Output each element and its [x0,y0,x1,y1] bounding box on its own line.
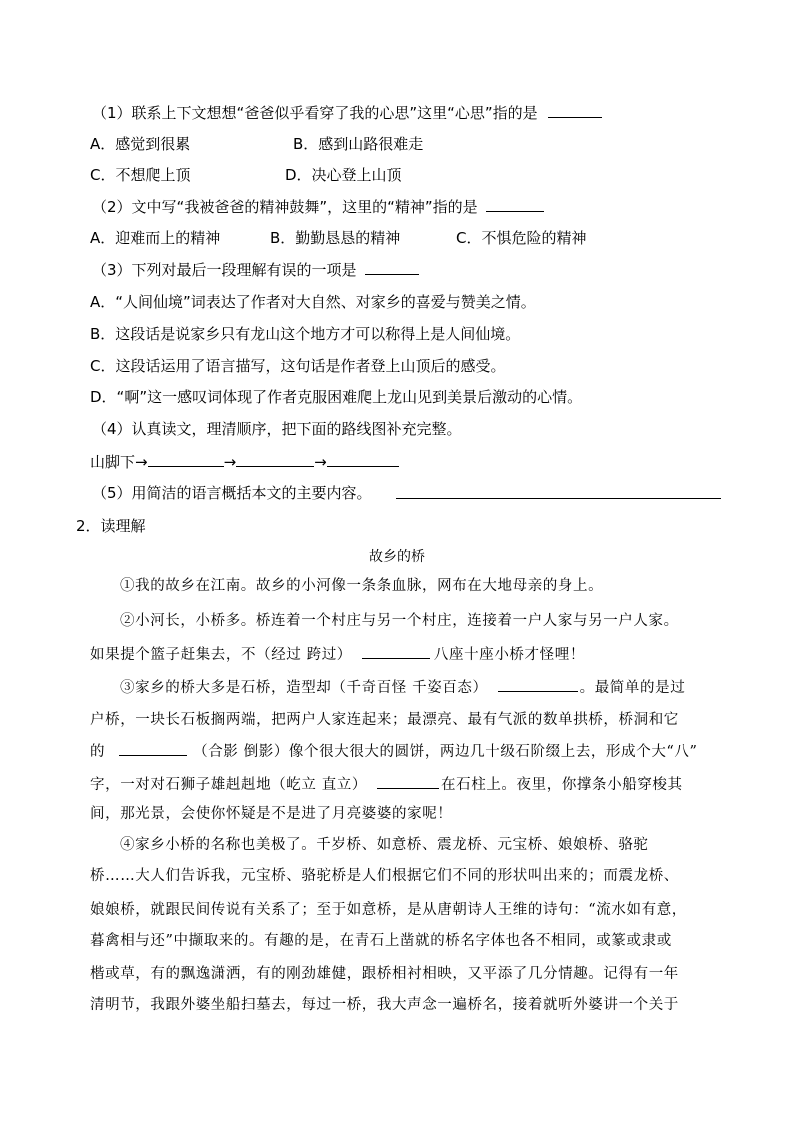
paragraph-4-line-6: 清明节，我跟外婆坐船扫墓去，每过一桥，我大声念一遍桥名，接着就听外婆讲一个关于 [90,997,679,1013]
q1-option-c: C．不想爬上顶 [90,166,191,184]
q1-stem: （1）联系上下文想想“爸爸似乎看穿了我的心思”这里“心思”指的是 [92,104,538,122]
q1-option-d: D．决心登上山顶 [285,166,402,184]
p3-line4-after-blank: 在石柱上。夜里，你撑条小船穿梭其 [441,777,683,793]
paragraph-4-line-4: 暮禽相与还”中撷取来的。有趣的是，在青石上凿就的桥名字体也各不相同，或篆或隶或 [90,933,672,949]
paragraph-2-line-1: ②小河长，小桥多。桥连着一个村庄与另一个村庄，连接着一户人家与另一户人家。 [120,613,679,629]
arrow-icon: → [135,453,148,471]
q2-answer-blank[interactable] [486,197,544,212]
q2-option-b: B．勤勤恳恳的精神 [270,229,401,247]
q3-stem: （3）下列对最后一段理解有误的一项是 [92,261,357,279]
p3-line4-before-blank: 字，一对对石狮子雄赳赳地（屹立 直立） [90,777,368,793]
q3-option-d: D．“啊”这一感叹词体现了作者克服困难爬上龙山见到美景后激动的心情。 [90,388,583,406]
q3-row [92,260,423,280]
p2-blank[interactable] [362,644,430,659]
q1-row [92,103,606,123]
q5-answer-line[interactable] [396,498,721,499]
paragraph-4-line-1: ④家乡小桥的名称也美极了。千岁桥、如意桥、震龙桥、元宝桥、娘娘桥、骆驼 [120,837,649,853]
section-heading: 2．读理解 [76,517,146,535]
paragraph-2-line-2 [90,644,585,665]
q3-answer-blank[interactable] [365,260,419,275]
paragraph-4-line-3: 娘娘桥，就跟民间传说有关系了；至于如意桥，是从唐朝诗人王维的诗句：“流水如有意， [90,902,687,918]
paragraph-1: ①我的故乡在江南。故乡的小河像一条条血脉，网布在大地母亲的身上。 [120,578,604,594]
q1-option-b: B．感到山路很难走 [293,135,424,153]
q3-option-c: C．这段话运用了语言描写，这句话是作者登上山顶后的感受。 [90,357,506,375]
p3-blank-2[interactable] [119,741,187,756]
q4-route-row [90,452,399,472]
q5-stem: （5）用简洁的语言概括本文的主要内容。 [92,484,372,502]
paragraph-3-line-4 [90,774,683,795]
p2-text-before-blank: 如果提个篮子赶集去，不（经过 跨过） [90,647,352,663]
q1-option-a: A．感觉到很累 [90,135,191,153]
paragraph-4-line-5: 楷或草，有的飘逸潇洒，有的刚劲雄健，跟桥相衬相映，又平添了几分情趣。记得有一年 [90,966,679,982]
paragraph-3-line-5: 间，那光景，会使你怀疑是不是进了月亮婆婆的家呢！ [90,806,453,822]
paragraph-3-line-1 [120,677,685,698]
q2-row [92,197,548,217]
paragraph-3-line-2: 户桥，一块长石板搁两端，把两户人家连起来；最漂亮、最有气派的数单拱桥，桥洞和它 [90,712,679,728]
route-start: 山脚下 [90,453,136,471]
p3-line3-after-blank: （合影 倒影）像个很大很大的圆饼，两边几十级石阶缀上去，形成个大“八” [193,744,698,760]
p3-text-after-blank: 。最简单的是过 [579,680,686,696]
arrow-icon: → [223,453,237,471]
q1-options-row1 [90,134,423,154]
route-blank-1[interactable] [148,452,224,467]
q2-option-c: C．不惧危险的精神 [456,229,587,247]
q1-options-row2 [90,165,402,185]
paragraph-4-line-2: 桥……大人们告诉我，元宝桥、骆驼桥是人们根据它们不同的形状叫出来的；而震龙桥、 [90,868,679,884]
q1-answer-blank[interactable] [548,103,602,118]
paragraph-3-line-3 [90,741,698,762]
arrow-icon: → [314,453,327,471]
p3-text-before-blank: ③家乡的桥大多是石桥，造型却（千奇百怪 千姿百态） [120,680,488,696]
q4-stem: （4）认真读文，理清顺序，把下面的路线图补充完整。 [92,420,462,438]
q2-option-a: A．迎难而上的精神 [90,229,221,247]
passage-title: 故乡的桥 [369,549,425,565]
p3-blank-1[interactable] [498,677,578,692]
q3-option-b: B．这段话是说家乡只有龙山这个地方才可以称得上是人间仙境。 [90,325,521,343]
p3-line3-before-blank: 的 [90,744,106,760]
q5-row [92,483,372,503]
q2-options-row [90,228,586,248]
q2-stem: （2）文中写“我被爸爸的精神鼓舞”，这里的“精神”指的是 [92,198,478,216]
route-blank-2[interactable] [236,452,314,467]
p2-text-after-blank: 八座十座小桥才怪哩！ [433,647,585,663]
q3-option-a: A．“人间仙境”词表达了作者对大自然、对家乡的喜爱与赞美之情。 [90,293,536,311]
route-blank-3[interactable] [327,452,399,467]
p3-blank-3[interactable] [377,774,439,789]
